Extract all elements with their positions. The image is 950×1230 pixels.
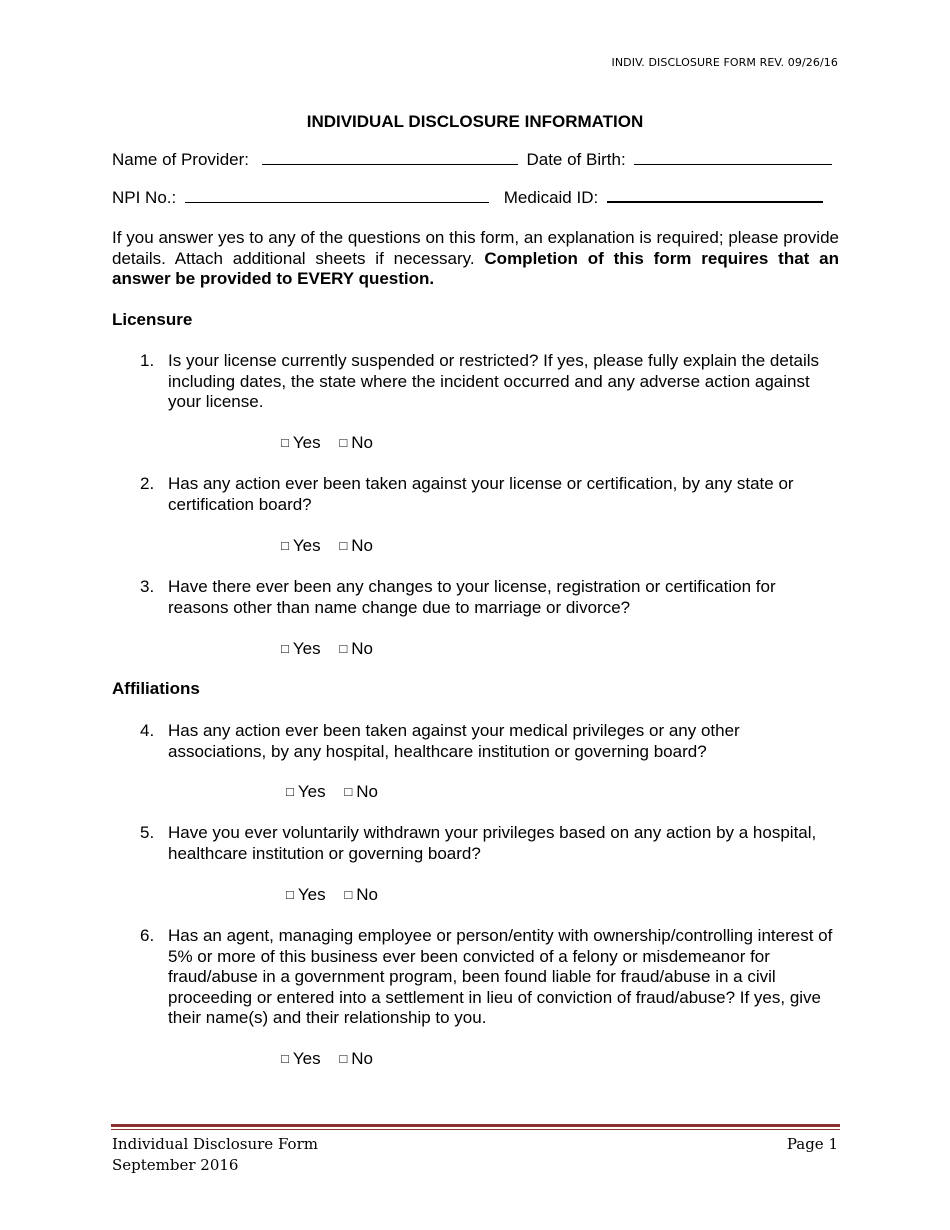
footer-divider-thick: [111, 1124, 840, 1127]
no-option[interactable]: □ No: [339, 536, 373, 555]
answer-4: [286, 782, 392, 802]
provider-name-field[interactable]: [262, 149, 518, 165]
medicaid-id-label: Medicaid ID:: [503, 188, 599, 207]
question-number: 2.: [140, 474, 155, 493]
answer-5: [286, 885, 392, 905]
question-text: Has an agent, managing employee or person/entity with ownership/controlling interest of 5% or more of this business ever been convicted of a felony or misdemeanor for fraud/abuse in a government program, been found liable for fraud/abuse in a civil proceeding or entered into a settlement in lieu of conviction of fraud/abuse? If yes, give their name(s) and their relationship to you.: [168, 926, 833, 1027]
page-title: INDIVIDUAL DISCLOSURE INFORMATION: [306, 112, 644, 131]
question-6: [140, 926, 840, 1029]
instructions-text: If you answer yes to any of the questions on this form, an explanation is required; please provide details. Attach additional sheets if necessary.: [112, 228, 839, 268]
instructions-required-notice: Completion of this form requires that an answer be provided to EVERY question.: [112, 248, 839, 288]
checkbox-icon[interactable]: □: [344, 887, 353, 902]
question-number: 4.: [140, 721, 155, 740]
checkbox-icon[interactable]: □: [281, 435, 289, 450]
checkbox-icon[interactable]: □: [339, 435, 348, 450]
footer-left: [112, 1134, 318, 1175]
checkbox-icon[interactable]: □: [281, 538, 289, 553]
checkbox-icon[interactable]: □: [281, 1051, 289, 1066]
question-text: Have you ever voluntarily withdrawn your privileges based on any action by a hospital, healthcare institution or governing board?: [168, 823, 817, 863]
answer-3: [281, 639, 387, 659]
section-heading-affiliations: Affiliations: [112, 679, 200, 698]
question-number: 5.: [140, 823, 155, 842]
question-3: [140, 577, 840, 618]
no-option[interactable]: □ No: [344, 782, 378, 801]
npi-field[interactable]: [185, 187, 489, 203]
checkbox-icon[interactable]: □: [286, 887, 294, 902]
date-of-birth-label: Date of Birth:: [526, 150, 626, 169]
no-option[interactable]: □ No: [339, 433, 373, 452]
question-number: 1.: [140, 351, 155, 370]
question-5: [140, 823, 840, 864]
yes-option[interactable]: □ Yes: [281, 433, 321, 452]
question-text: Is your license currently suspended or restricted? If yes, please fully explain the details including dates, the state where the incident occurred and any adverse action against your license.: [168, 351, 820, 411]
question-number: 6.: [140, 926, 155, 945]
answer-6: [281, 1049, 387, 1069]
footer-date: September 2016: [112, 1155, 239, 1174]
question-4: [140, 721, 840, 762]
question-text: Has any action ever been taken against your license or certification, by any state or certification board?: [168, 474, 794, 514]
question-text: Has any action ever been taken against your medical privileges or any other associations, by any hospital, healthcare institution or governing board?: [168, 721, 740, 761]
medicaid-id-field[interactable]: [607, 186, 823, 203]
footer-form-name: Individual Disclosure Form: [112, 1135, 318, 1153]
answer-1: [281, 433, 387, 453]
answer-2: [281, 536, 387, 556]
checkbox-icon[interactable]: □: [344, 784, 353, 799]
npi-label: NPI No.:: [112, 188, 177, 207]
no-option[interactable]: □ No: [339, 639, 373, 658]
provider-name-label: Name of Provider:: [112, 150, 249, 169]
section-heading-licensure: Licensure: [112, 310, 193, 329]
yes-option[interactable]: □ Yes: [281, 639, 321, 658]
question-number: 3.: [140, 577, 155, 596]
footer-page-number: Page 1: [786, 1135, 838, 1153]
question-2: [140, 474, 840, 515]
checkbox-icon[interactable]: □: [339, 641, 348, 656]
provider-row: [112, 149, 836, 170]
npi-row: [112, 186, 827, 208]
question-text: Have there ever been any changes to your license, registration or certification for reasons other than name change due to marriage or divorce?: [168, 577, 776, 617]
question-1: [140, 351, 840, 413]
yes-option[interactable]: □ Yes: [281, 1049, 321, 1068]
no-option[interactable]: □ No: [344, 885, 378, 904]
yes-option[interactable]: □ Yes: [286, 782, 326, 801]
checkbox-icon[interactable]: □: [281, 641, 289, 656]
footer-divider-thin: [111, 1129, 840, 1130]
yes-option[interactable]: □ Yes: [286, 885, 326, 904]
checkbox-icon[interactable]: □: [339, 1051, 348, 1066]
no-option[interactable]: □ No: [339, 1049, 373, 1068]
checkbox-icon[interactable]: □: [339, 538, 348, 553]
instructions: [112, 228, 839, 290]
date-of-birth-field[interactable]: [634, 149, 832, 165]
yes-option[interactable]: □ Yes: [281, 536, 321, 555]
form-revision-label: INDIV. DISCLOSURE FORM REV. 09/26/16: [611, 56, 838, 69]
checkbox-icon[interactable]: □: [286, 784, 294, 799]
